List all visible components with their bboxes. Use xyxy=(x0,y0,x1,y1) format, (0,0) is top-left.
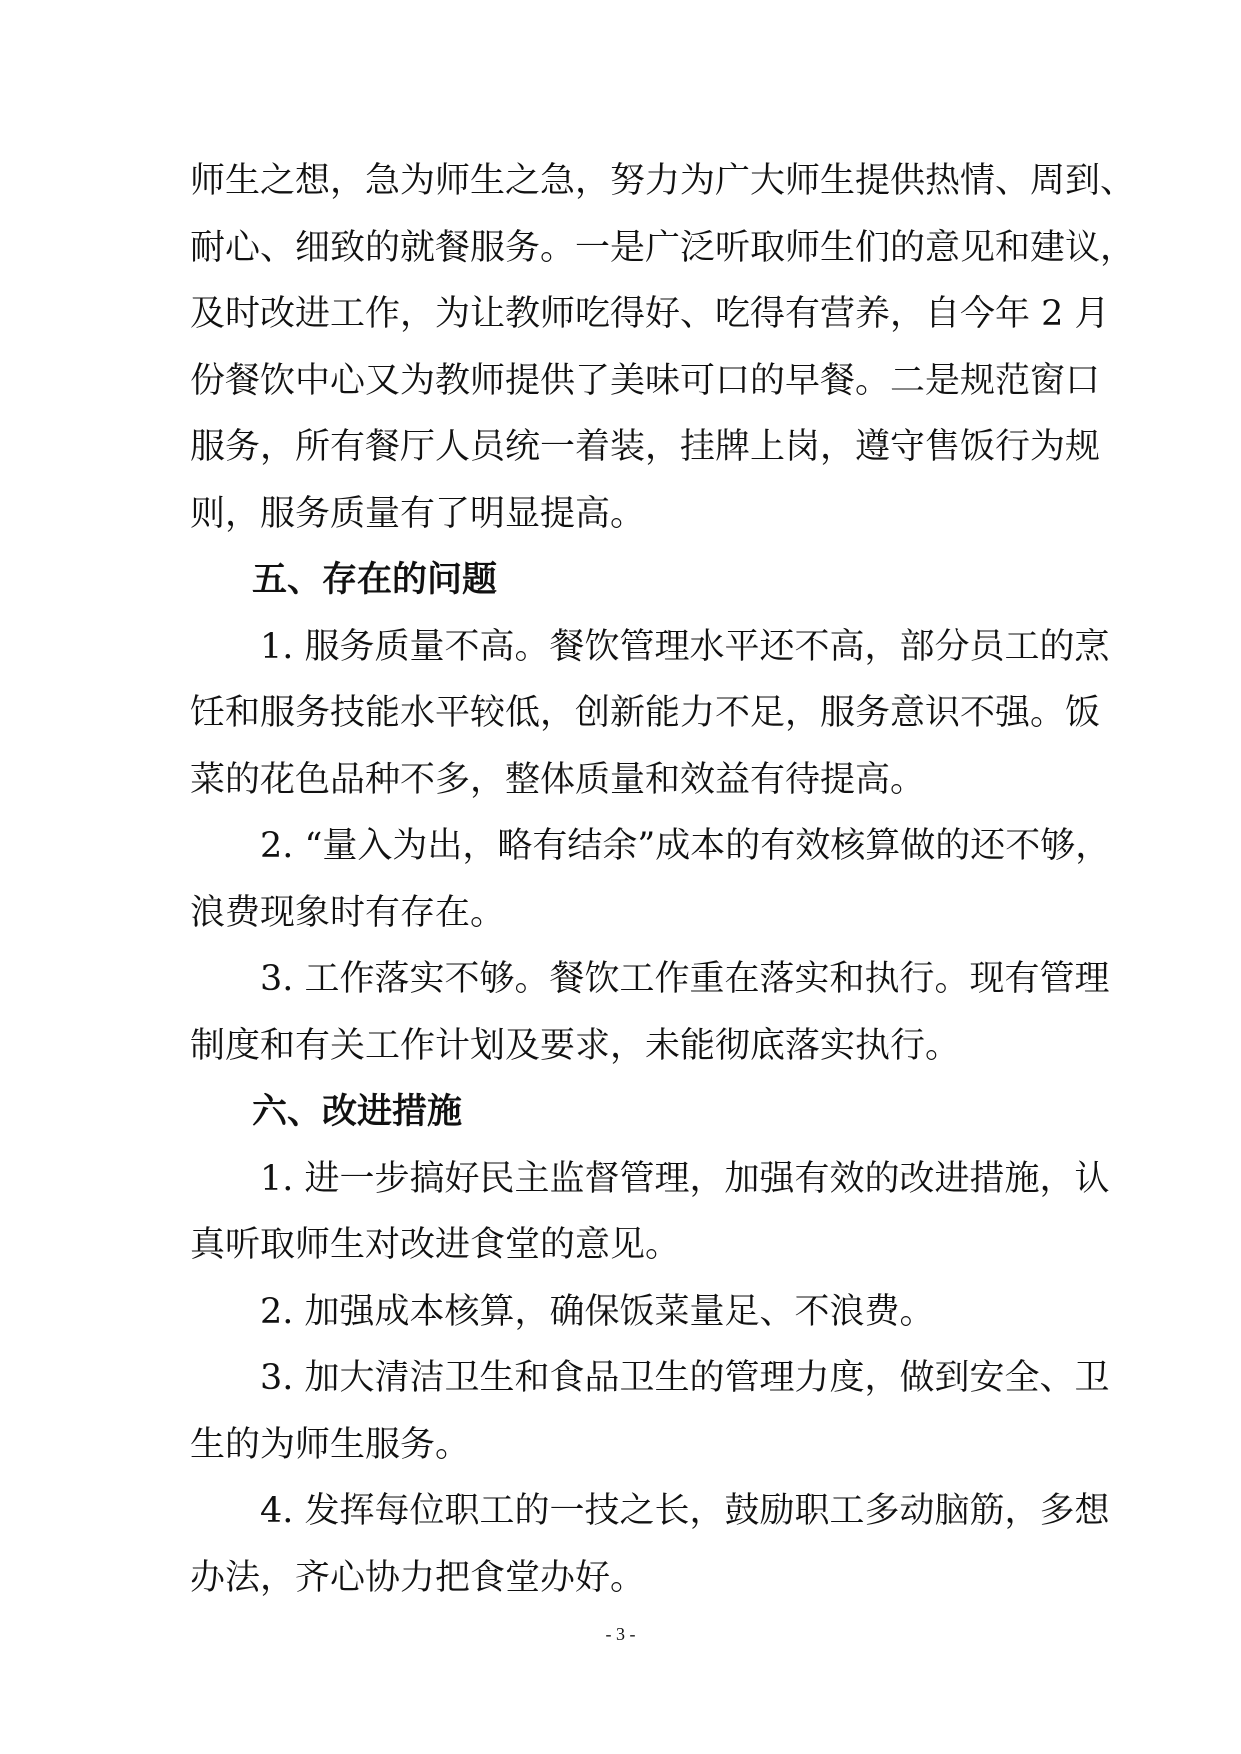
paragraph-line: 3. 加大清洁卫生和食品卫生的管理力度，做到安全、卫 xyxy=(260,1358,1110,1398)
list-item xyxy=(190,1146,1110,1279)
document-body xyxy=(190,148,1136,1611)
list-item xyxy=(190,813,1111,946)
paragraph-line: 耐心、细致的就餐服务。一是广泛听取师生们的意见和建议， xyxy=(190,227,1136,268)
paragraph-line: 制度和有关工作计划及要求，未能彻底落实执行。 xyxy=(190,1025,961,1066)
paragraph-line: 4. 发挥每位职工的一技之长，鼓励职工多动脑筋，多想 xyxy=(260,1491,1110,1531)
paragraph-line: 份餐饮中心又为教师提供了美味可口的早餐。二是规范窗口 xyxy=(190,360,1101,401)
list-item xyxy=(190,1279,1052,1346)
paragraph-line: 则，服务质量有了明显提高。 xyxy=(190,493,646,534)
paragraph-line: 菜的花色品种不多，整体质量和效益有待提高。 xyxy=(190,759,926,800)
list-item xyxy=(190,1478,1110,1611)
paragraph-line: 及时改进工作，为让教师吃得好、吃得有营养，自今年 2 月 xyxy=(190,294,1110,334)
paragraph-line: 真听取师生对改进食堂的意见。 xyxy=(190,1225,681,1265)
paragraph-line: 生的为师生服务。 xyxy=(190,1424,471,1465)
list-item xyxy=(190,1345,1110,1478)
section-improvement-measures xyxy=(190,1079,1110,1611)
section-heading: 五、存在的问题 xyxy=(252,560,498,600)
paragraph-line: 2. “量入为出，略有结余”成本的有效核算做的还不够， xyxy=(260,826,1111,866)
page-number: - 3 - xyxy=(605,1624,636,1644)
list-item xyxy=(190,614,1110,814)
paragraph-line: 1. 进一步搞好民主监督管理，加强有效的改进措施，认 xyxy=(260,1158,1110,1199)
paragraph-line: 办法，齐心协力把食堂办好。 xyxy=(190,1557,646,1598)
paragraph-line: 2. 加强成本核算，确保饭菜量足、不浪费。 xyxy=(260,1291,935,1332)
intro-paragraph xyxy=(190,148,1136,547)
paragraph-line: 服务，所有餐厅人员统一着装，挂牌上岗，遵守售饭行为规 xyxy=(190,427,1101,467)
paragraph-line: 浪费现象时有存在。 xyxy=(190,892,506,933)
paragraph-line: 1. 服务质量不高。餐饮管理水平还不高，部分员工的烹 xyxy=(260,626,1110,667)
list-item xyxy=(190,946,1110,1079)
paragraph-line: 3. 工作落实不够。餐饮工作重在落实和执行。现有管理 xyxy=(260,959,1110,999)
paragraph-line: 师生之想，急为师生之急，努力为广大师生提供热情、周到、 xyxy=(190,161,1136,201)
section-heading: 六、改进措施 xyxy=(252,1092,463,1132)
paragraph-line: 饪和服务技能水平较低，创新能力不足，服务意识不强。饭 xyxy=(190,693,1101,733)
section-existing-problems xyxy=(190,547,1111,1079)
